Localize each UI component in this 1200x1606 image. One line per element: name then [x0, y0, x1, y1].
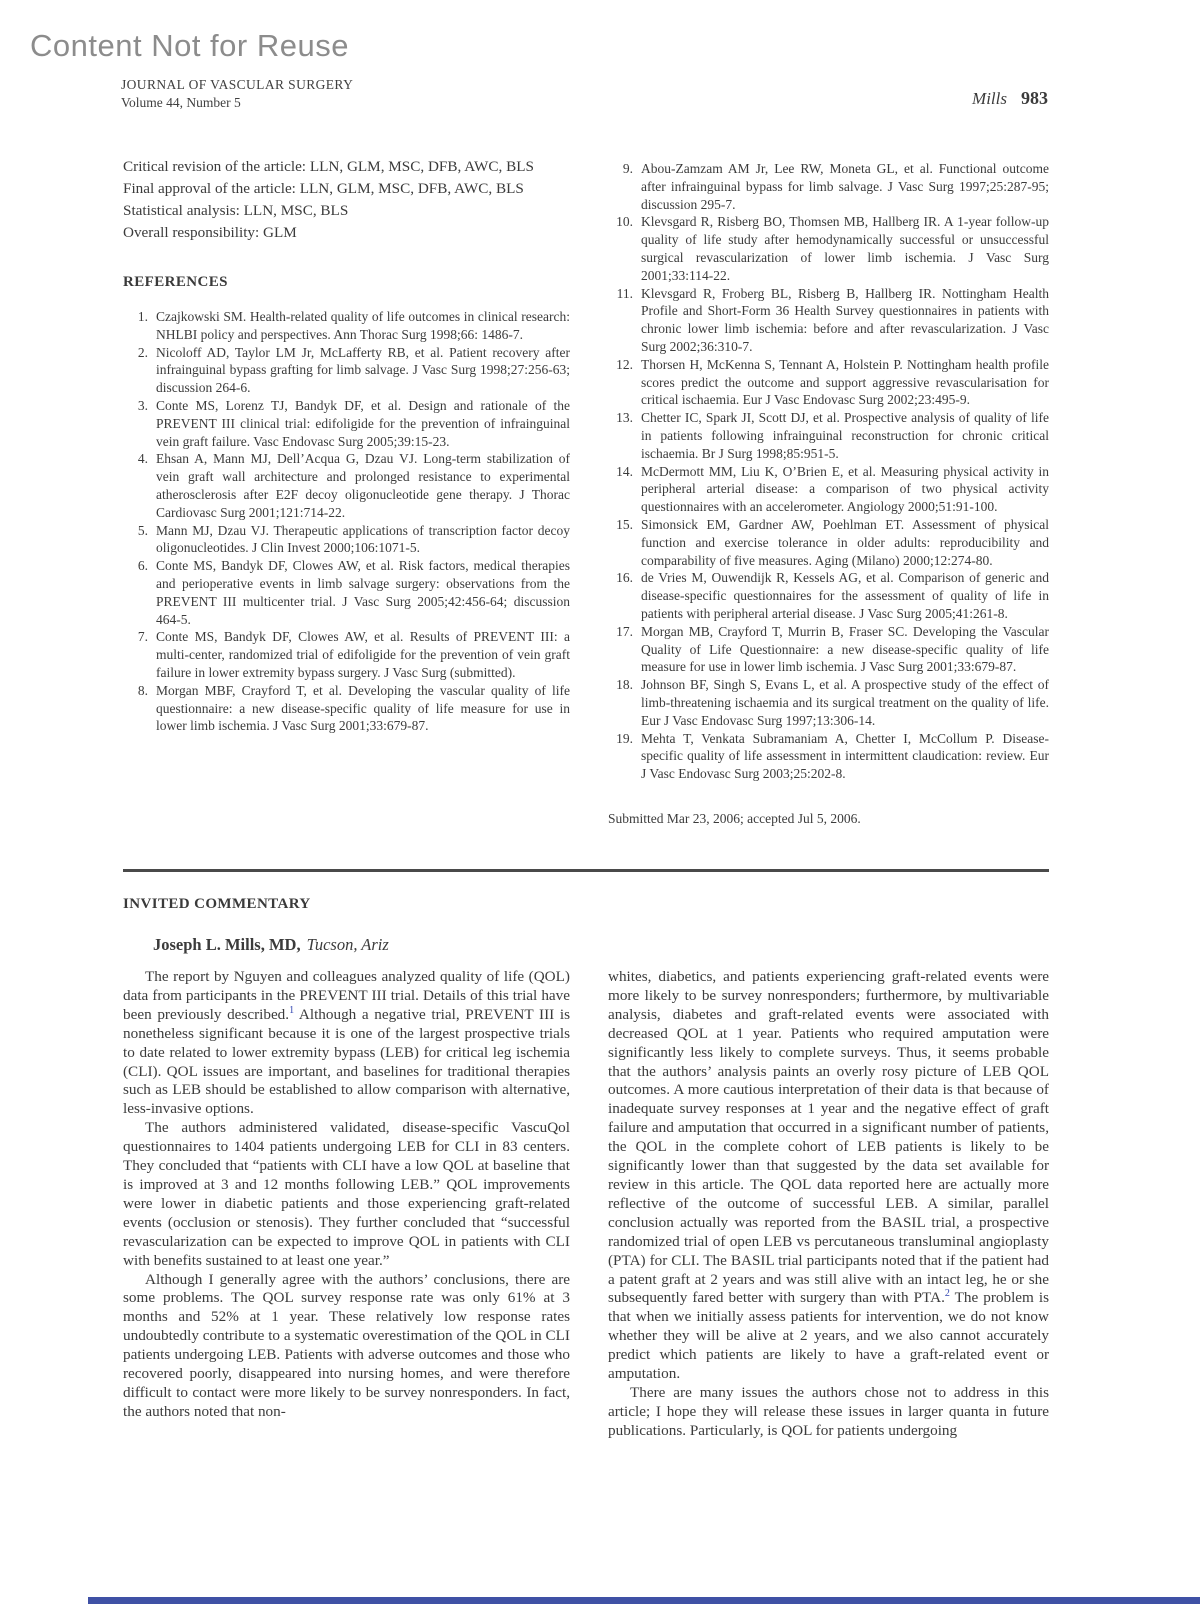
- citation-ref-2[interactable]: 2: [944, 1288, 950, 1300]
- reference-item: [608, 676, 1049, 729]
- reference-text: Johnson BF, Singh S, Evans L, et al. A prospective study of the effect of limb-threatening ischaemia and its surgical treatment on the quality of life. Eur J Vasc Endovasc Surg 1997;13:306-14.: [641, 677, 1049, 728]
- reference-item: [608, 516, 1049, 569]
- contribution-line: Critical revision of the article: LLN, GLM, MSC, DFB, AWC, BLS: [123, 158, 534, 175]
- citation-ref-1[interactable]: 1: [289, 1004, 295, 1016]
- reference-item: [608, 356, 1049, 409]
- reference-text: Czajkowski SM. Health-related quality of life outcomes in clinical research: NHLBI policy and perspectives. Ann Thorac Surg 1998;66: 1486-7.: [156, 309, 570, 342]
- commentary-header: [123, 896, 823, 955]
- commentary-left-column: [123, 968, 570, 1422]
- reference-text: Klevsgard R, Risberg BO, Thomsen MB, Hallberg IR. A 1-year follow-up quality of life study after hemodynamically successful or unsuccessful surgical revascularization of lower limb ischemia. J Vasc Surg 2001;33:114-22.: [641, 214, 1049, 283]
- reference-text: Conte MS, Bandyk DF, Clowes AW, et al. Risk factors, medical therapies and perioperative events in limb salvage surgery: observations from the PREVENT III multicenter trial. J Vasc Surg 2005;42:456-64; discussion 464-5.: [156, 558, 570, 627]
- reference-number: 13.: [616, 410, 633, 426]
- commentary-author-location: Tucson, Ariz: [306, 935, 389, 954]
- reference-item: [608, 463, 1049, 516]
- section-divider: [123, 869, 1049, 872]
- commentary-heading: INVITED COMMENTARY: [123, 896, 311, 912]
- contribution-line: Statistical analysis: LLN, MSC, BLS: [123, 202, 349, 219]
- reference-text: Conte MS, Lorenz TJ, Bandyk DF, et al. Design and rationale of the PREVENT III clinical trial: edifoligide for the prevention of infrainguinal vein graft failure. Vasc Endovasc Surg 2005;39:15-23.: [156, 397, 570, 449]
- reference-text: Nicoloff AD, Taylor LM Jr, McLafferty RB, et al. Patient recovery after infrainguinal bypass grafting for limb salvage. J Vasc Surg 1998;27:256-63; discussion 264-6.: [156, 344, 570, 396]
- reference-list-left: [123, 308, 570, 735]
- reference-number: 11.: [616, 285, 633, 301]
- reference-item: [123, 682, 570, 735]
- reference-text: Mann MJ, Dzau VJ. Therapeutic applications of transcription factor decoy oligonucleotides. J Clin Invest 2000;106:1071-5.: [156, 522, 570, 556]
- paragraph-text: The problem is that when we initially assess patients for intervention, we do not know whether they will be alive at 2 years, and we also cannot accurately predict which patients are likely to have a graft-related event or amputation.: [608, 1289, 1049, 1383]
- reference-item: [123, 522, 570, 558]
- reference-number: 8.: [137, 682, 148, 698]
- reference-number: 9.: [622, 161, 633, 176]
- reference-number: 1.: [137, 309, 148, 324]
- reference-item: [608, 730, 1049, 783]
- reference-text: Mehta T, Venkata Subramaniam A, Chetter I, McCollum P. Disease-specific quality of life assessment in intermittent claudication: review. Eur J Vasc Endovasc Surg 2003;25:202-8.: [641, 730, 1049, 782]
- reference-item: [123, 628, 570, 681]
- commentary-right-column: [608, 968, 1049, 1441]
- reference-item: [123, 557, 570, 628]
- running-head-page: [972, 88, 1048, 109]
- reference-number: 14.: [616, 463, 633, 479]
- references-heading: REFERENCES: [123, 274, 228, 290]
- reference-item: [123, 344, 570, 397]
- journal-volume: Volume 44, Number 5: [121, 95, 241, 110]
- watermark-text: Content Not for Reuse: [30, 28, 349, 63]
- reference-number: 3.: [137, 397, 148, 413]
- reference-text: Morgan MB, Crayford T, Murrin B, Fraser SC. Developing the Vascular Quality of Life Questionnaire: a new disease-specific quality of life measure for use in lower limb ischemia. J Vasc Surg 2001;33:679-87.: [641, 623, 1049, 675]
- author-contributions: [123, 156, 570, 244]
- reference-item: [608, 160, 1049, 213]
- commentary-author-name: Joseph L. Mills, MD,: [153, 935, 301, 954]
- reference-text: Abou-Zamzam AM Jr, Lee RW, Moneta GL, et al. Functional outcome after infrainguinal bypass for limb salvage. J Vasc Surg 1997;25:287-95; discussion 295-7.: [641, 161, 1049, 212]
- contribution-line: Final approval of the article: LLN, GLM, MSC, DFB, AWC, BLS: [123, 180, 524, 197]
- reference-item: [608, 409, 1049, 462]
- reference-item: [608, 569, 1049, 622]
- reference-number: 4.: [137, 451, 148, 467]
- reference-number: 16.: [616, 570, 633, 586]
- reference-text: de Vries M, Ouwendijk R, Kessels AG, et al. Comparison of generic and disease-specific questionnaires for the assessment of quality of life in patients with peripheral arterial disease. J Vasc Surg 2005;41:261-8.: [641, 570, 1049, 621]
- reference-text: Chetter IC, Spark JI, Scott DJ, et al. Prospective analysis of quality of life in patients following infrainguinal reconstruction for chronic critical ischaemia. Br J Surg 1998;85:951-5.: [641, 410, 1049, 461]
- running-author: Mills: [972, 89, 1007, 108]
- reference-number: 5.: [137, 522, 148, 538]
- reference-item: [123, 397, 570, 450]
- reference-text: Simonsick EM, Gardner AW, Poehlman ET. Assessment of physical function and exercise tolerance in older adults: reproducibility and comparability of five measures. Aging (Milano) 2000;12:274-80.: [641, 516, 1049, 568]
- reference-list-right: [608, 160, 1049, 783]
- left-column: [123, 156, 570, 735]
- reference-number: 12.: [616, 356, 633, 372]
- submitted-line: Submitted Mar 23, 2006; accepted Jul 5, 2006.: [608, 810, 861, 826]
- reference-text: Ehsan A, Mann MJ, Dell’Acqua G, Dzau VJ. Long-term stabilization of vein graft wall architecture and prolonged resistance to experimental atherosclerosis after E2F decoy oligonucleotide gene therapy. J Thorac Cardiovasc Surg 2001;121:714-22.: [156, 451, 570, 520]
- reference-number: 7.: [137, 629, 148, 645]
- reference-number: 19.: [616, 730, 633, 746]
- reference-number: 17.: [616, 623, 633, 639]
- reference-text: Thorsen H, McKenna S, Tennant A, Holstein P. Nottingham health profile scores predict the outcome and support aggressive revascularisation for critical ischaemia. Eur J Vasc Endovasc Surg 2002;23:495-9.: [641, 356, 1049, 408]
- reference-item: [123, 308, 570, 344]
- reference-item: [608, 623, 1049, 676]
- reference-number: 2.: [137, 344, 148, 360]
- reference-text: Conte MS, Bandyk DF, Clowes AW, et al. Results of PREVENT III: a multi-center, randomized trial of edifoligide for the prevention of vein graft failure in lower extremity bypass surgery. J Vasc Surg (submitted).: [156, 629, 570, 680]
- journal-title: JOURNAL OF VASCULAR SURGERY: [121, 77, 354, 92]
- bottom-accent-bar: [88, 1597, 1200, 1604]
- contribution-line: Overall responsibility: GLM: [123, 224, 297, 241]
- page-number: 983: [1021, 88, 1048, 108]
- reference-number: 10.: [616, 214, 633, 230]
- reference-item: [608, 213, 1049, 284]
- right-column: [608, 160, 1049, 827]
- reference-text: McDermott MM, Liu K, O’Brien E, et al. Measuring physical activity in peripheral arterial disease: a comparison of two physical activity questionnaires with an accelerometer. Angiology 2000;51:91-100.: [641, 463, 1049, 515]
- reference-text: Morgan MBF, Crayford T, et al. Developing the vascular quality of life questionnaire: a new disease-specific quality of life measure for use in lower limb ischemia. J Vasc Surg 2001;33:679-87.: [156, 682, 570, 734]
- commentary-byline: [123, 935, 823, 955]
- paragraph-text: The report by Nguyen and colleagues analyzed quality of life (QOL) data from participants in the PREVENT III trial. Details of this trial have been previously described.: [123, 968, 570, 1023]
- commentary-paragraph: There are many issues the authors chose not to address in this article; I hope they will release these issues in larger quanta in future publications. Particularly, is QOL for patients undergoing: [608, 1383, 1049, 1439]
- reference-item: [123, 450, 570, 521]
- reference-text: Klevsgard R, Froberg BL, Risberg B, Hallberg IR. Nottingham Health Profile and Short-Form 36 Health Survey questionnaires in patients with chronic lower limb ischemia: before and after revascularization. J Vasc Surg 2002;36:310-7.: [641, 285, 1049, 354]
- reference-number: 15.: [616, 516, 633, 532]
- reference-item: [608, 285, 1049, 356]
- reference-number: 6.: [137, 558, 148, 574]
- commentary-paragraph: [123, 968, 570, 1119]
- paragraph-text: Although a negative trial, PREVENT III is nonetheless significant because it is one of the largest prospective trials to date related to lower extremity bypass (LEB) for critical leg ischemia (CLI). QOL issues are important, and baselines for traditional therapies such as LEB should be established to allow comparison with alternative, less-invasive options.: [123, 1005, 570, 1118]
- commentary-paragraph: [608, 968, 1049, 1384]
- commentary-paragraph: Although I generally agree with the authors’ conclusions, there are some problems. The QOL survey response rate was only 61% at 3 months and 52% at 1 year. These relatively low response rates undoubtedly contribute to a systematic overestimation of the QOL in CLI patients undergoing LEB. Patients with adverse outcomes and those who recovered poorly, disappeared into nursing homes, and were therefore difficult to contact were more likely to be survey nonresponders. In fact, the authors noted that non-: [123, 1270, 570, 1420]
- commentary-paragraph: The authors administered validated, disease-specific VascuQol questionnaires to 1404 patients undergoing LEB for CLI in 83 centers. They concluded that “patients with CLI have a low QOL at baseline that is improved at 3 and 12 months following LEB.” QOL improvements were lower in diabetic patients and those experiencing graft-related events (occlusion or stenosis). They further concluded that “successful revascularization can be expected to improve QOL in patients with CLI with benefits sustained to at least one year.”: [123, 1119, 570, 1269]
- running-head: [121, 76, 353, 112]
- reference-number: 18.: [616, 677, 633, 693]
- paragraph-text: whites, diabetics, and patients experiencing graft-related events were more likely to be survey nonresponders; furthermore, by multivariable analysis, diabetes and graft-related events were associated with decreased QOL at 1 year. Patients who required amputation were significantly less likely to complete surveys. Thus, it seems probable that the authors’ analysis paints an overly rosy picture of LEB QOL outcomes. A more cautious interpretation of their data is that because of inadequate survey responses at 1 year and the negative effect of graft failure and amputation that occurred in a significant number of patients, the QOL in the complete cohort of LEB patients is likely to be significantly lower than that suggested by the data set available for review in this article. The QOL data reported here are actually more reflective of the outcome of successful LEB. A similar, parallel conclusion actually was reported from the BASIL trial, a prospective randomized trial of open LEB vs percutaneous transluminal angioplasty (PTA) for CLI. The BASIL trial participants noted that if the patient had a patent graft at 2 years and was still alive with an intact leg, he or she subsequently fared better with surgery than with PTA.: [608, 968, 1049, 1307]
